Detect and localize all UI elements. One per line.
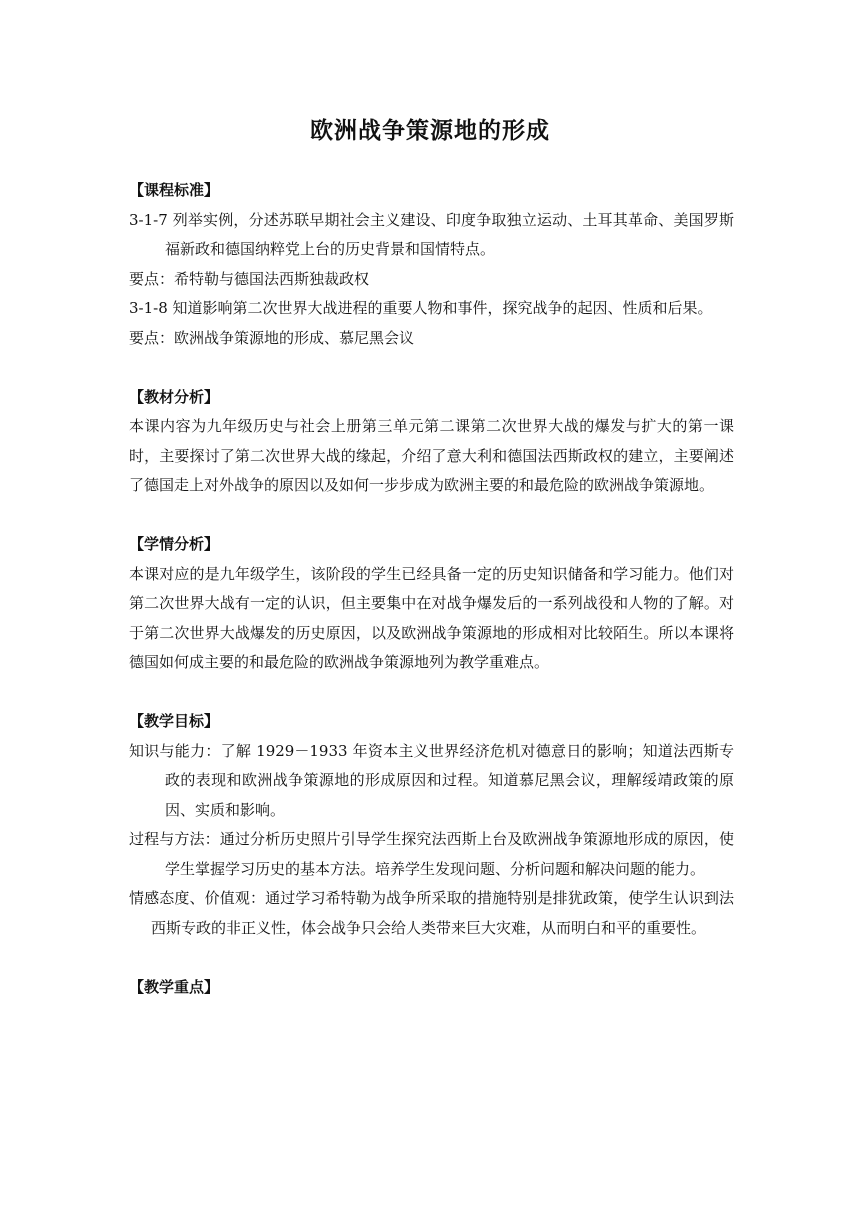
curriculum-point-2: 要点：欧洲战争策源地的形成、慕尼黑会议 [129, 328, 415, 347]
spacer [129, 353, 734, 383]
students-body: 本课对应的是九年级学生，该阶段的学生已经具备一定的历史知识储备和学习能力。他们对第二次世界大战有一定的认识，但主要集中在对战争爆发后的一系列战役和人物的了解。对于第二次世界大战爆发的历史原因，以及欧洲战争策源地的形成相对比较陌生。所以本课将德国如何成主要的和最危险的欧洲战争策源地列为教学重难点。 [129, 564, 734, 671]
goals-section [129, 707, 734, 943]
curriculum-item-2: 3-1-8 知道影响第二次世界大战进程的重要人物和事件，探究战争的起因、性质和后果。 [129, 299, 713, 317]
document-title: 欧洲战争策源地的形成 [310, 118, 550, 144]
goals-heading: 【教学目标】 [129, 712, 220, 730]
spacer [129, 678, 734, 708]
goal-process: 过程与方法：通过分析历史照片引导学生探究法西斯上台及欧洲战争策源地形成的原因，使学生掌握学习历史的基本方法。培养学生发现问题、分析问题和解决问题的能力。 [129, 830, 734, 878]
curriculum-item-1: 3-1-7 列举实例，分述苏联早期社会主义建设、印度争取独立运动、土耳其革命、美国罗斯福新政和德国纳粹党上台的历史背景和国情特点。 [129, 210, 734, 258]
goal-values: 情感态度、价值观：通过学习希特勒为战争所采取的措施特别是排犹政策，使学生认识到法西斯专政的非正义性，体会战争只会给人类带来巨大灾难，从而明白和平的重要性。 [129, 889, 734, 937]
spacer [129, 501, 734, 531]
spacer [129, 943, 734, 973]
curriculum-point-1: 要点：希特勒与德国法西斯独裁政权 [129, 269, 370, 288]
goal-knowledge: 知识与能力：了解 1929－1933 年资本主义世界经济危机对德意日的影响；知道法西斯专政的表现和欧洲战争策源地的形成原因和过程。知道慕尼黑会议，理解绥靖政策的原因、实质和影响。 [129, 741, 734, 819]
textbook-heading: 【教材分析】 [129, 387, 220, 406]
focus-heading: 【教学重点】 [129, 977, 220, 996]
curriculum-section [129, 176, 734, 353]
textbook-section [129, 383, 734, 501]
students-section [129, 530, 734, 678]
students-heading: 【学情分析】 [129, 535, 220, 553]
document-body [129, 176, 734, 1002]
curriculum-heading: 【课程标准】 [129, 181, 220, 199]
textbook-body: 本课内容为九年级历史与社会上册第三单元第二课第二次世界大战的爆发与扩大的第一课时，主要探讨了第二次世界大战的缘起，介绍了意大利和德国法西斯政权的建立，主要阐述了德国走上对外战争的原因以及如何一步步成为欧洲主要的和最危险的欧洲战争策源地。 [129, 417, 734, 494]
focus-section [129, 973, 734, 1003]
